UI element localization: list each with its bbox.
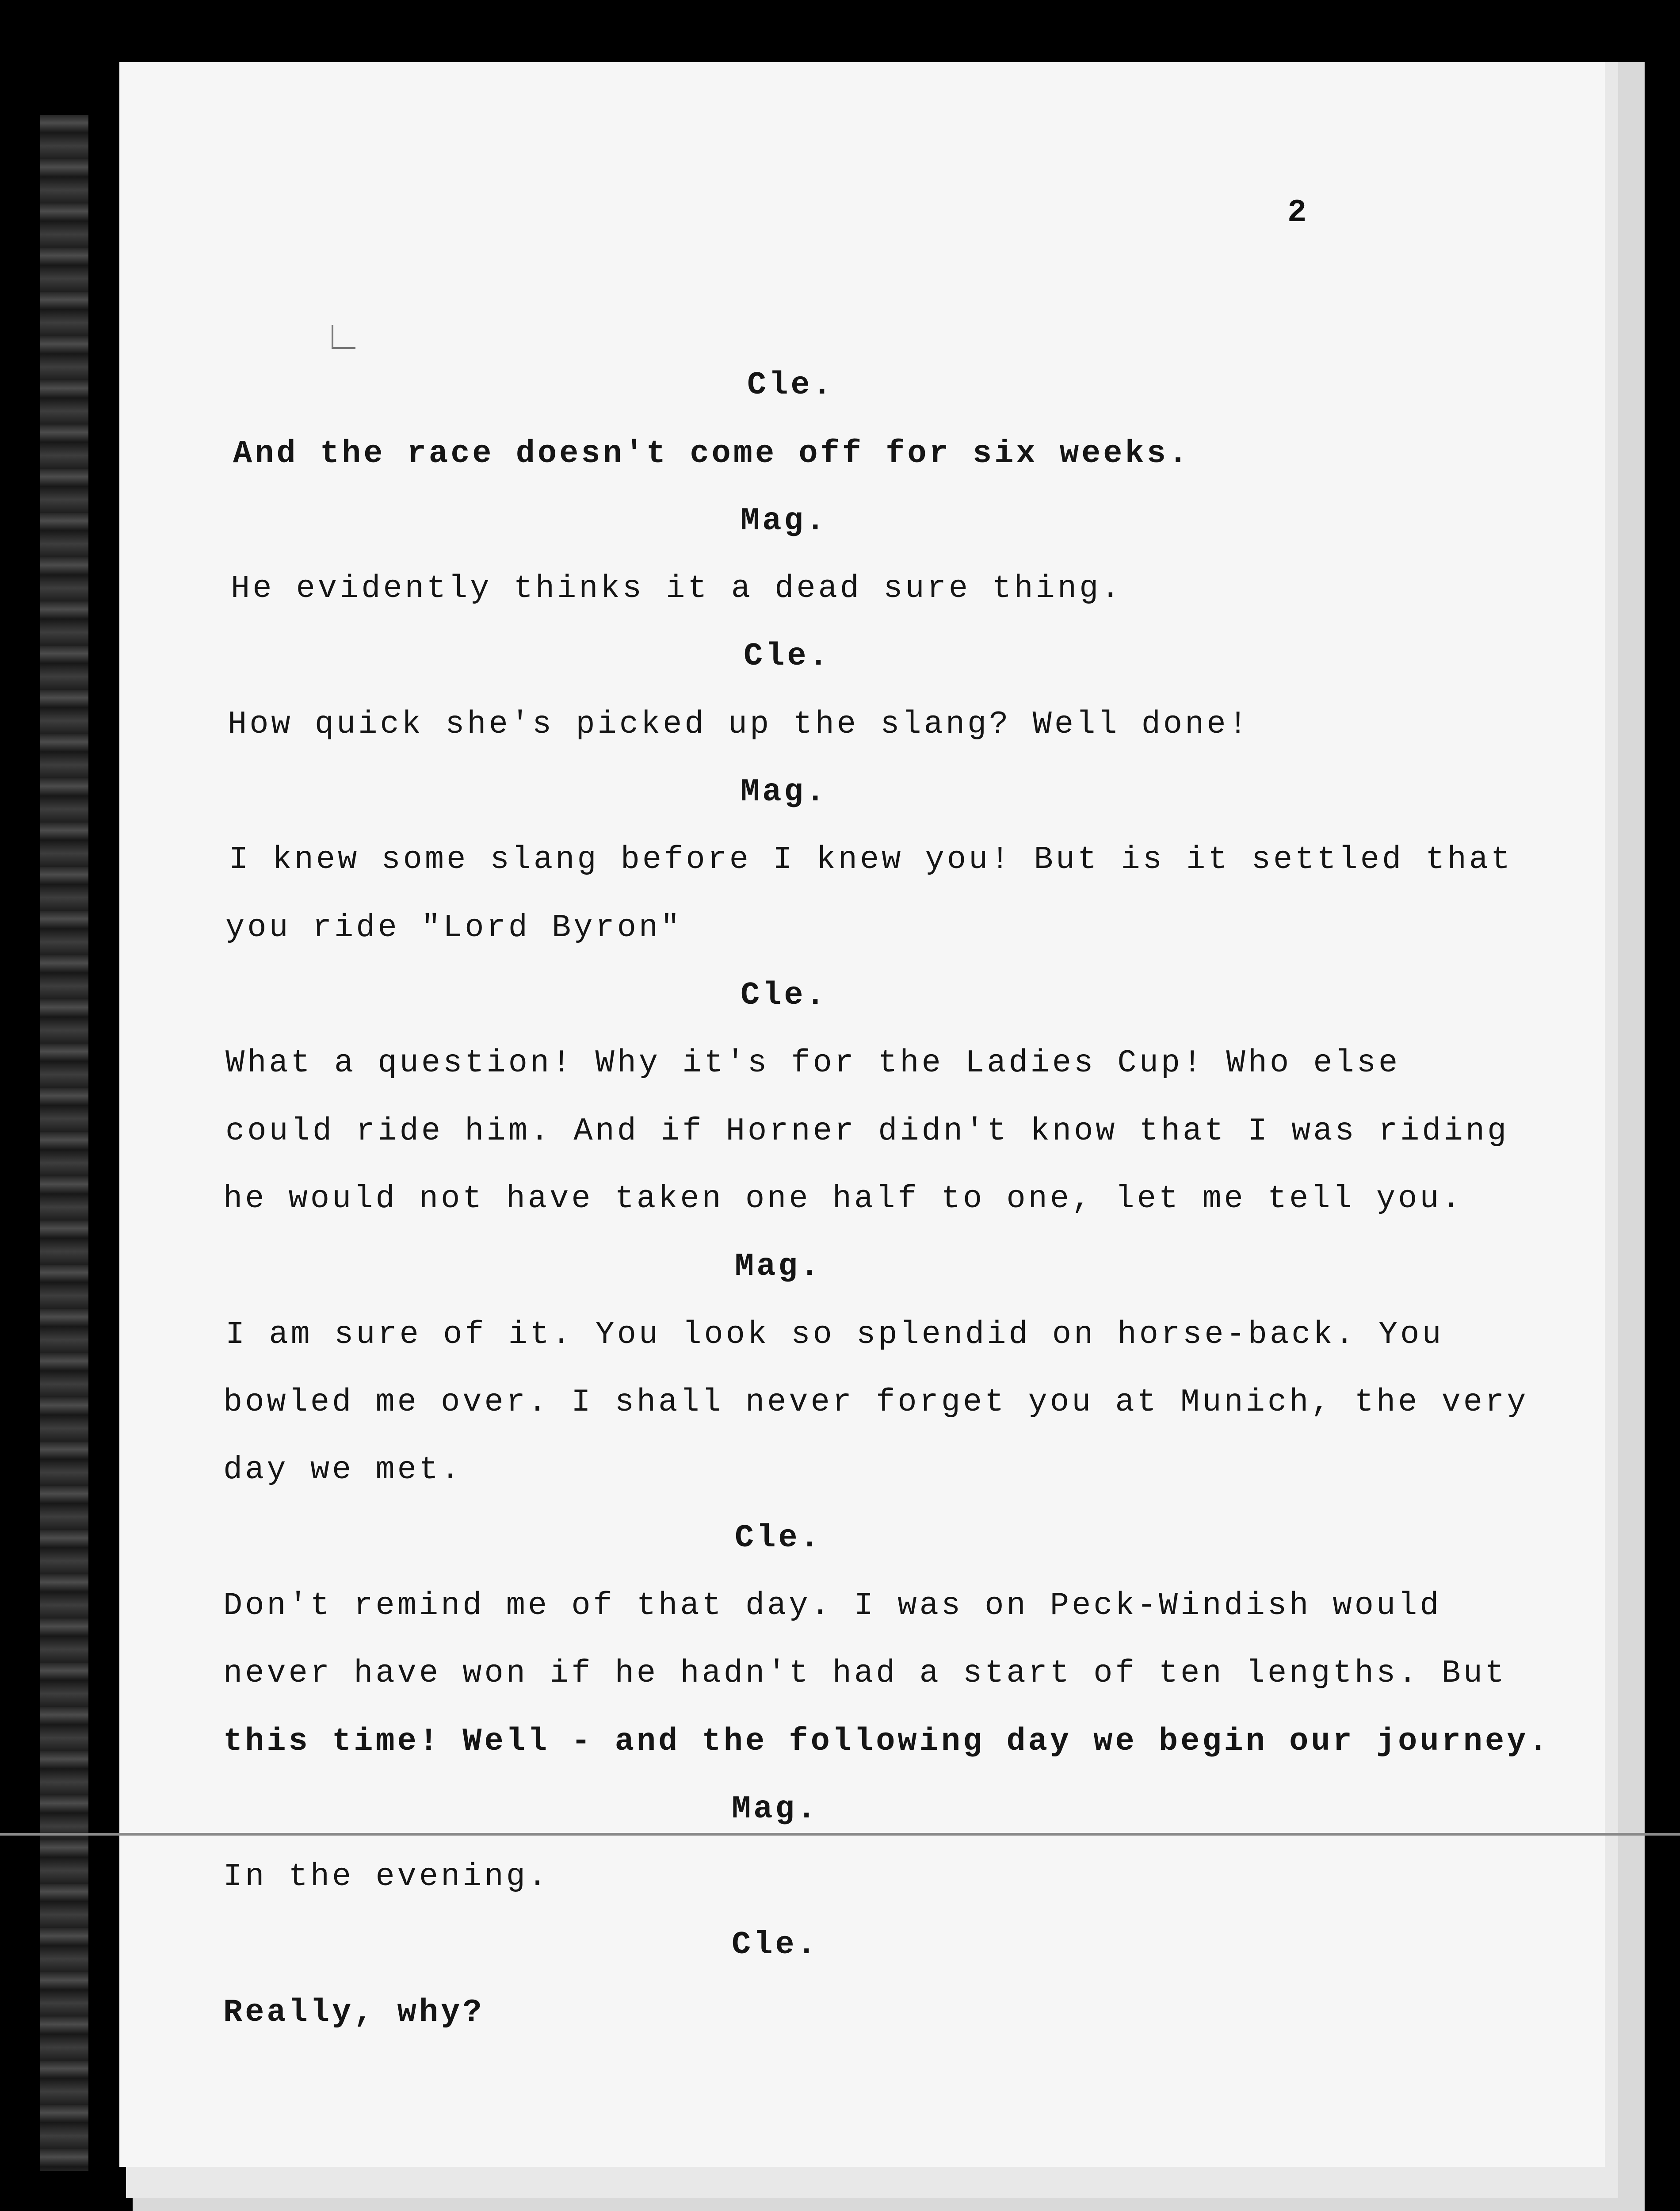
- dialogue-line: never have won if he hadn't had a start of ten lengths. But: [223, 1655, 1507, 1691]
- dialogue-line: I am sure of it. You look so splendid on horse-back. You: [225, 1316, 1444, 1353]
- page-fold-line: [0, 1833, 1680, 1836]
- speaker-label: Mag.: [735, 1248, 822, 1285]
- speaker-label: Cle.: [747, 367, 834, 403]
- speaker-label: Mag.: [741, 774, 828, 810]
- dialogue-line: Really, why?: [223, 1994, 485, 2031]
- speaker-label: Cle.: [732, 1927, 819, 1963]
- scan-left-edge: [40, 115, 88, 2171]
- speaker-label: Cle.: [735, 1520, 822, 1556]
- dialogue-line: In the evening.: [223, 1859, 550, 1895]
- dialogue-line: Don't remind me of that day. I was on Peck-Windish would: [223, 1587, 1442, 1624]
- page-number: 2: [1287, 195, 1307, 231]
- dialogue-line: What a question! Why it's for the Ladies Cup! Who else: [225, 1045, 1401, 1081]
- dialogue-line: this time! Well - and the following day we begin our journey.: [223, 1723, 1550, 1760]
- speaker-label: Mag.: [732, 1791, 819, 1827]
- dialogue-line: I knew some slang before I knew you! But is it settled that: [229, 842, 1513, 878]
- dialogue-line: you ride "Lord Byron": [225, 910, 683, 946]
- dialogue-line: And the race doesn't come off for six weeks.: [233, 436, 1191, 472]
- speaker-label: Mag.: [741, 503, 828, 539]
- dialogue-line: could ride him. And if Horner didn't know that I was riding: [225, 1113, 1509, 1149]
- speaker-label: Cle.: [741, 977, 828, 1014]
- dialogue-line: He evidently thinks it a dead sure thing.: [231, 570, 1123, 607]
- dialogue-line: he would not have taken one half to one, let me tell you.: [223, 1181, 1463, 1217]
- speaker-label: Cle.: [744, 638, 831, 674]
- dialogue-line: How quick she's picked up the slang? Well done!: [228, 706, 1250, 742]
- corner-mark: [332, 325, 355, 349]
- dialogue-line: bowled me over. I shall never forget you at Munich, the very: [223, 1384, 1529, 1420]
- dialogue-line: day we met.: [223, 1452, 463, 1488]
